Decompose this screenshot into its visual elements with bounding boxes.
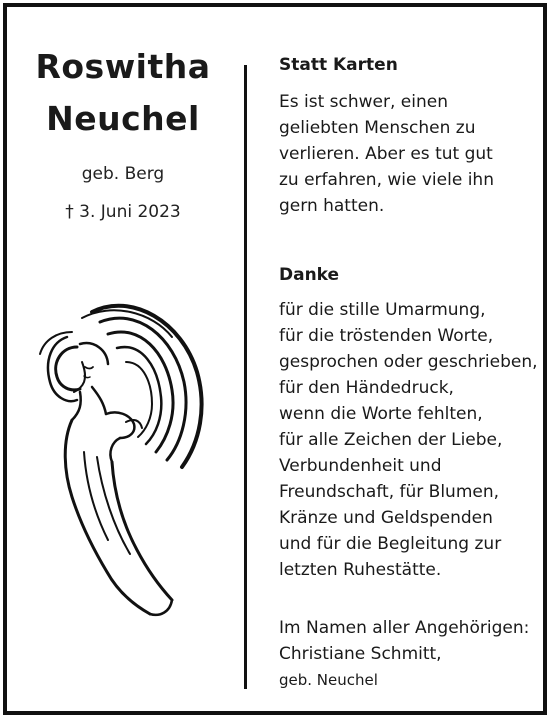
signature	[279, 615, 529, 693]
message-line: geliebten Menschen zu	[279, 118, 476, 138]
thanks-text	[279, 297, 538, 583]
last-name: Neuchel	[46, 99, 200, 138]
thanks-line: und für die Begleitung zur	[279, 534, 502, 554]
first-name: Roswitha	[35, 47, 211, 86]
thanks-line: für die tröstenden Worte,	[279, 326, 494, 346]
vertical-divider	[244, 65, 247, 689]
thanks-line: wenn die Worte fehlten,	[279, 404, 483, 424]
thanks-line: letzten Ruhestätte.	[279, 560, 442, 580]
message-line: verlieren. Aber es tut gut	[279, 144, 493, 164]
message-line: Es ist schwer, einen	[279, 92, 448, 112]
thanks-line: Kränze und Geldspenden	[279, 508, 493, 528]
message-line: gern hatten.	[279, 196, 385, 216]
message-text	[279, 89, 494, 219]
angel-illustration-icon	[22, 292, 222, 622]
thanks-line: Verbundenheit und	[279, 456, 442, 476]
death-date: † 3. Juni 2023	[65, 202, 181, 222]
left-column	[7, 7, 239, 711]
signature-intro: Im Namen aller Angehörigen:	[279, 618, 530, 638]
thanks-line: Freundschaft, für Blumen,	[279, 482, 500, 502]
birth-name: geb. Berg	[81, 164, 165, 184]
thanks-line: gesprochen oder geschrieben,	[279, 352, 538, 372]
thanks-line: für die stille Umarmung,	[279, 300, 486, 320]
thanks-heading: Danke	[279, 265, 340, 285]
message-line: zu erfahren, wie viele ihn	[279, 170, 494, 190]
obituary-card	[3, 3, 547, 715]
signature-name: Christiane Schmitt,	[279, 644, 442, 664]
message-heading: Statt Karten	[279, 55, 398, 75]
signature-birth-name: geb. Neuchel	[279, 671, 378, 689]
thanks-line: für alle Zeichen der Liebe,	[279, 430, 503, 450]
thanks-line: für den Händedruck,	[279, 378, 454, 398]
